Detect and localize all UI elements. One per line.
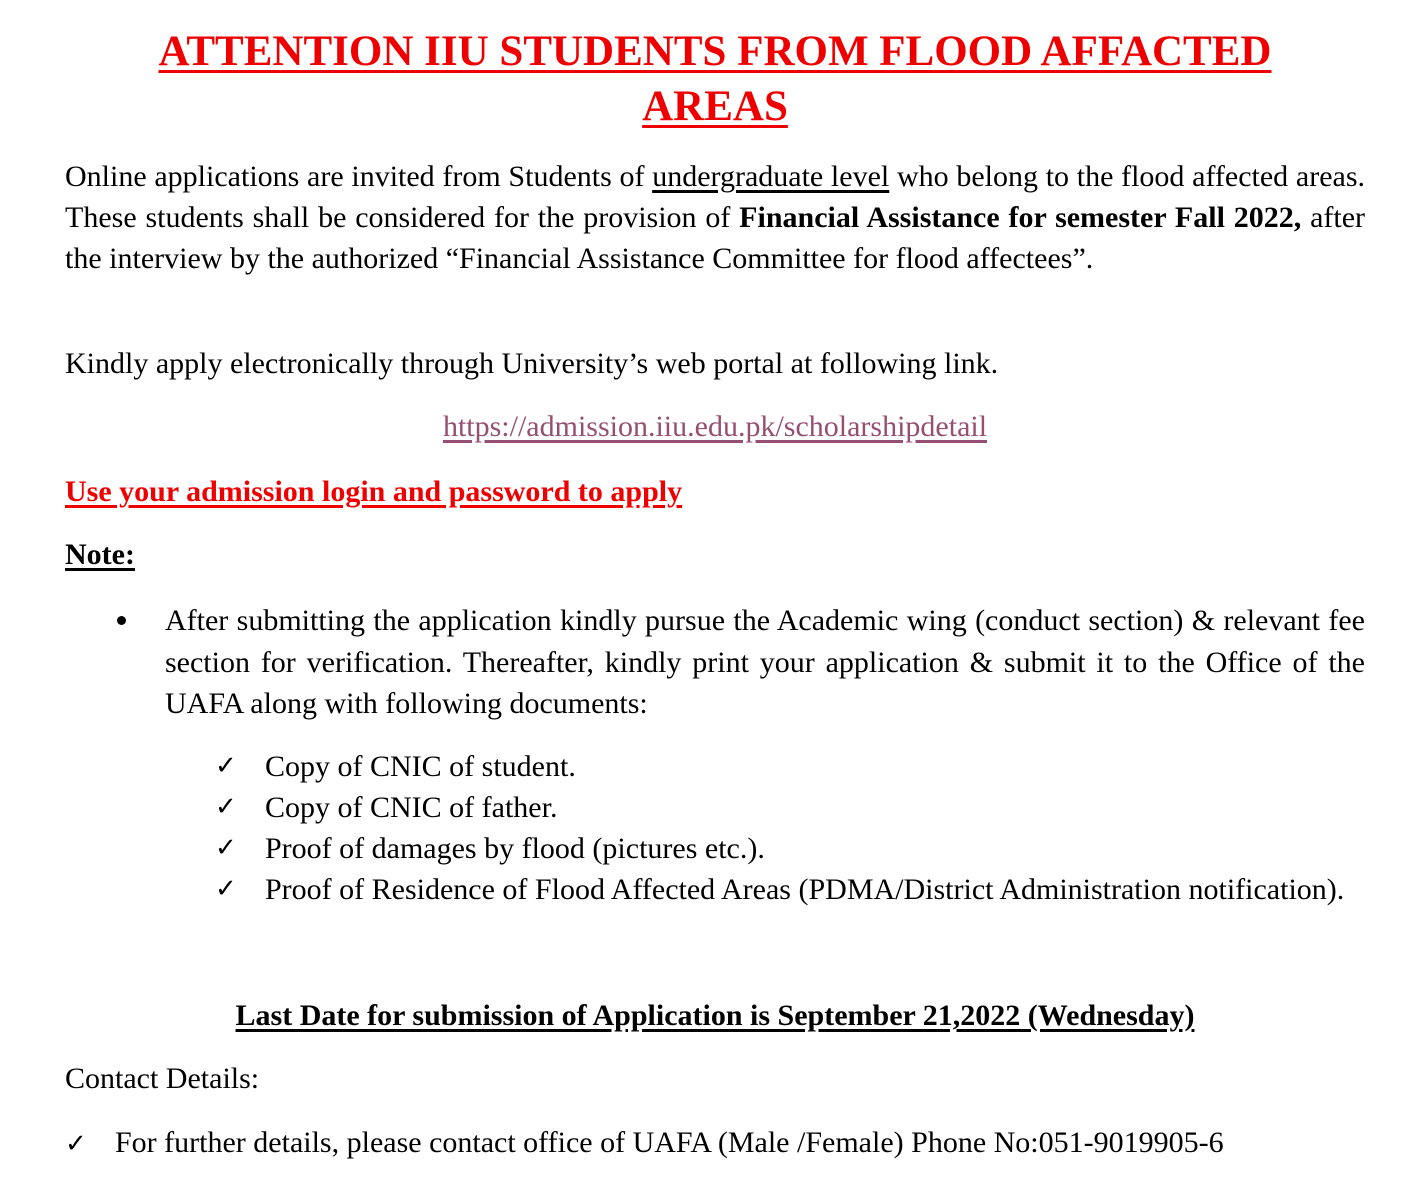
title-line-2: AREAS [642, 83, 788, 130]
document-item [215, 746, 1365, 787]
intro-bold-assistance: Financial Assistance for semester Fall 2022, [739, 201, 1302, 234]
title-line-1: ATTENTION IIU STUDENTS FROM FLOOD AFFACTED [158, 28, 1272, 75]
portal-link-line [65, 406, 1365, 447]
intro-underlined-level: undergraduate level [652, 160, 890, 193]
check-icon: ✓ [215, 874, 237, 904]
apply-instruction: Kindly apply electronically through University’s web portal at following link. [65, 347, 999, 380]
check-icon: ✓ [215, 833, 237, 863]
document-item [215, 869, 1365, 910]
notice-title [65, 24, 1365, 134]
check-icon: ✓ [215, 751, 237, 781]
contact-heading: Contact Details: [65, 1062, 260, 1095]
intro-text-1: Online applications are invited from Students of [65, 160, 653, 193]
note-heading: Note: [65, 538, 135, 571]
document-item [215, 787, 1365, 828]
intro-text-3: after the interview by the authorized “Financial Assistance Committee for flood affectees”. [65, 201, 1366, 275]
document-item-text: Proof of damages by flood (pictures etc.). [265, 832, 765, 865]
document-item-text: Copy of CNIC of father. [265, 791, 558, 824]
documents-list [215, 746, 1365, 910]
check-icon: ✓ [65, 1129, 87, 1159]
last-date-line [65, 995, 1365, 1036]
contact-line [65, 1122, 1385, 1165]
note-bullet-text: After submitting the application kindly pursue the Academic wing (conduct section) & relevant fee section for verification. Thereafter, kindly print your application & submit it to the Office of the UAFA along with following documents: [165, 604, 1365, 720]
login-instruction: Use your admission login and password to apply [65, 475, 683, 508]
document-item-text: Proof of Residence of Flood Affected Areas (PDMA/District Administration notification). [265, 873, 1345, 906]
last-date-text: Last Date for submission of Application is September 21,2022 (Wednesday) [235, 999, 1195, 1032]
check-icon: ✓ [215, 792, 237, 822]
document-item-text: Copy of CNIC of student. [265, 750, 576, 783]
document-item [215, 828, 1365, 869]
intro-text-2: who belong to the flood affected areas. These students shall be considered for the provision of [65, 160, 1366, 234]
portal-link[interactable]: https://admission.iiu.edu.pk/scholarshipdetail [442, 410, 988, 443]
contact-line-text: For further details, please contact office of UAFA (Male /Female) Phone No:051-9019905-6 [115, 1126, 1224, 1159]
bullet-dot-icon [117, 616, 126, 625]
intro-paragraph [65, 156, 1365, 279]
